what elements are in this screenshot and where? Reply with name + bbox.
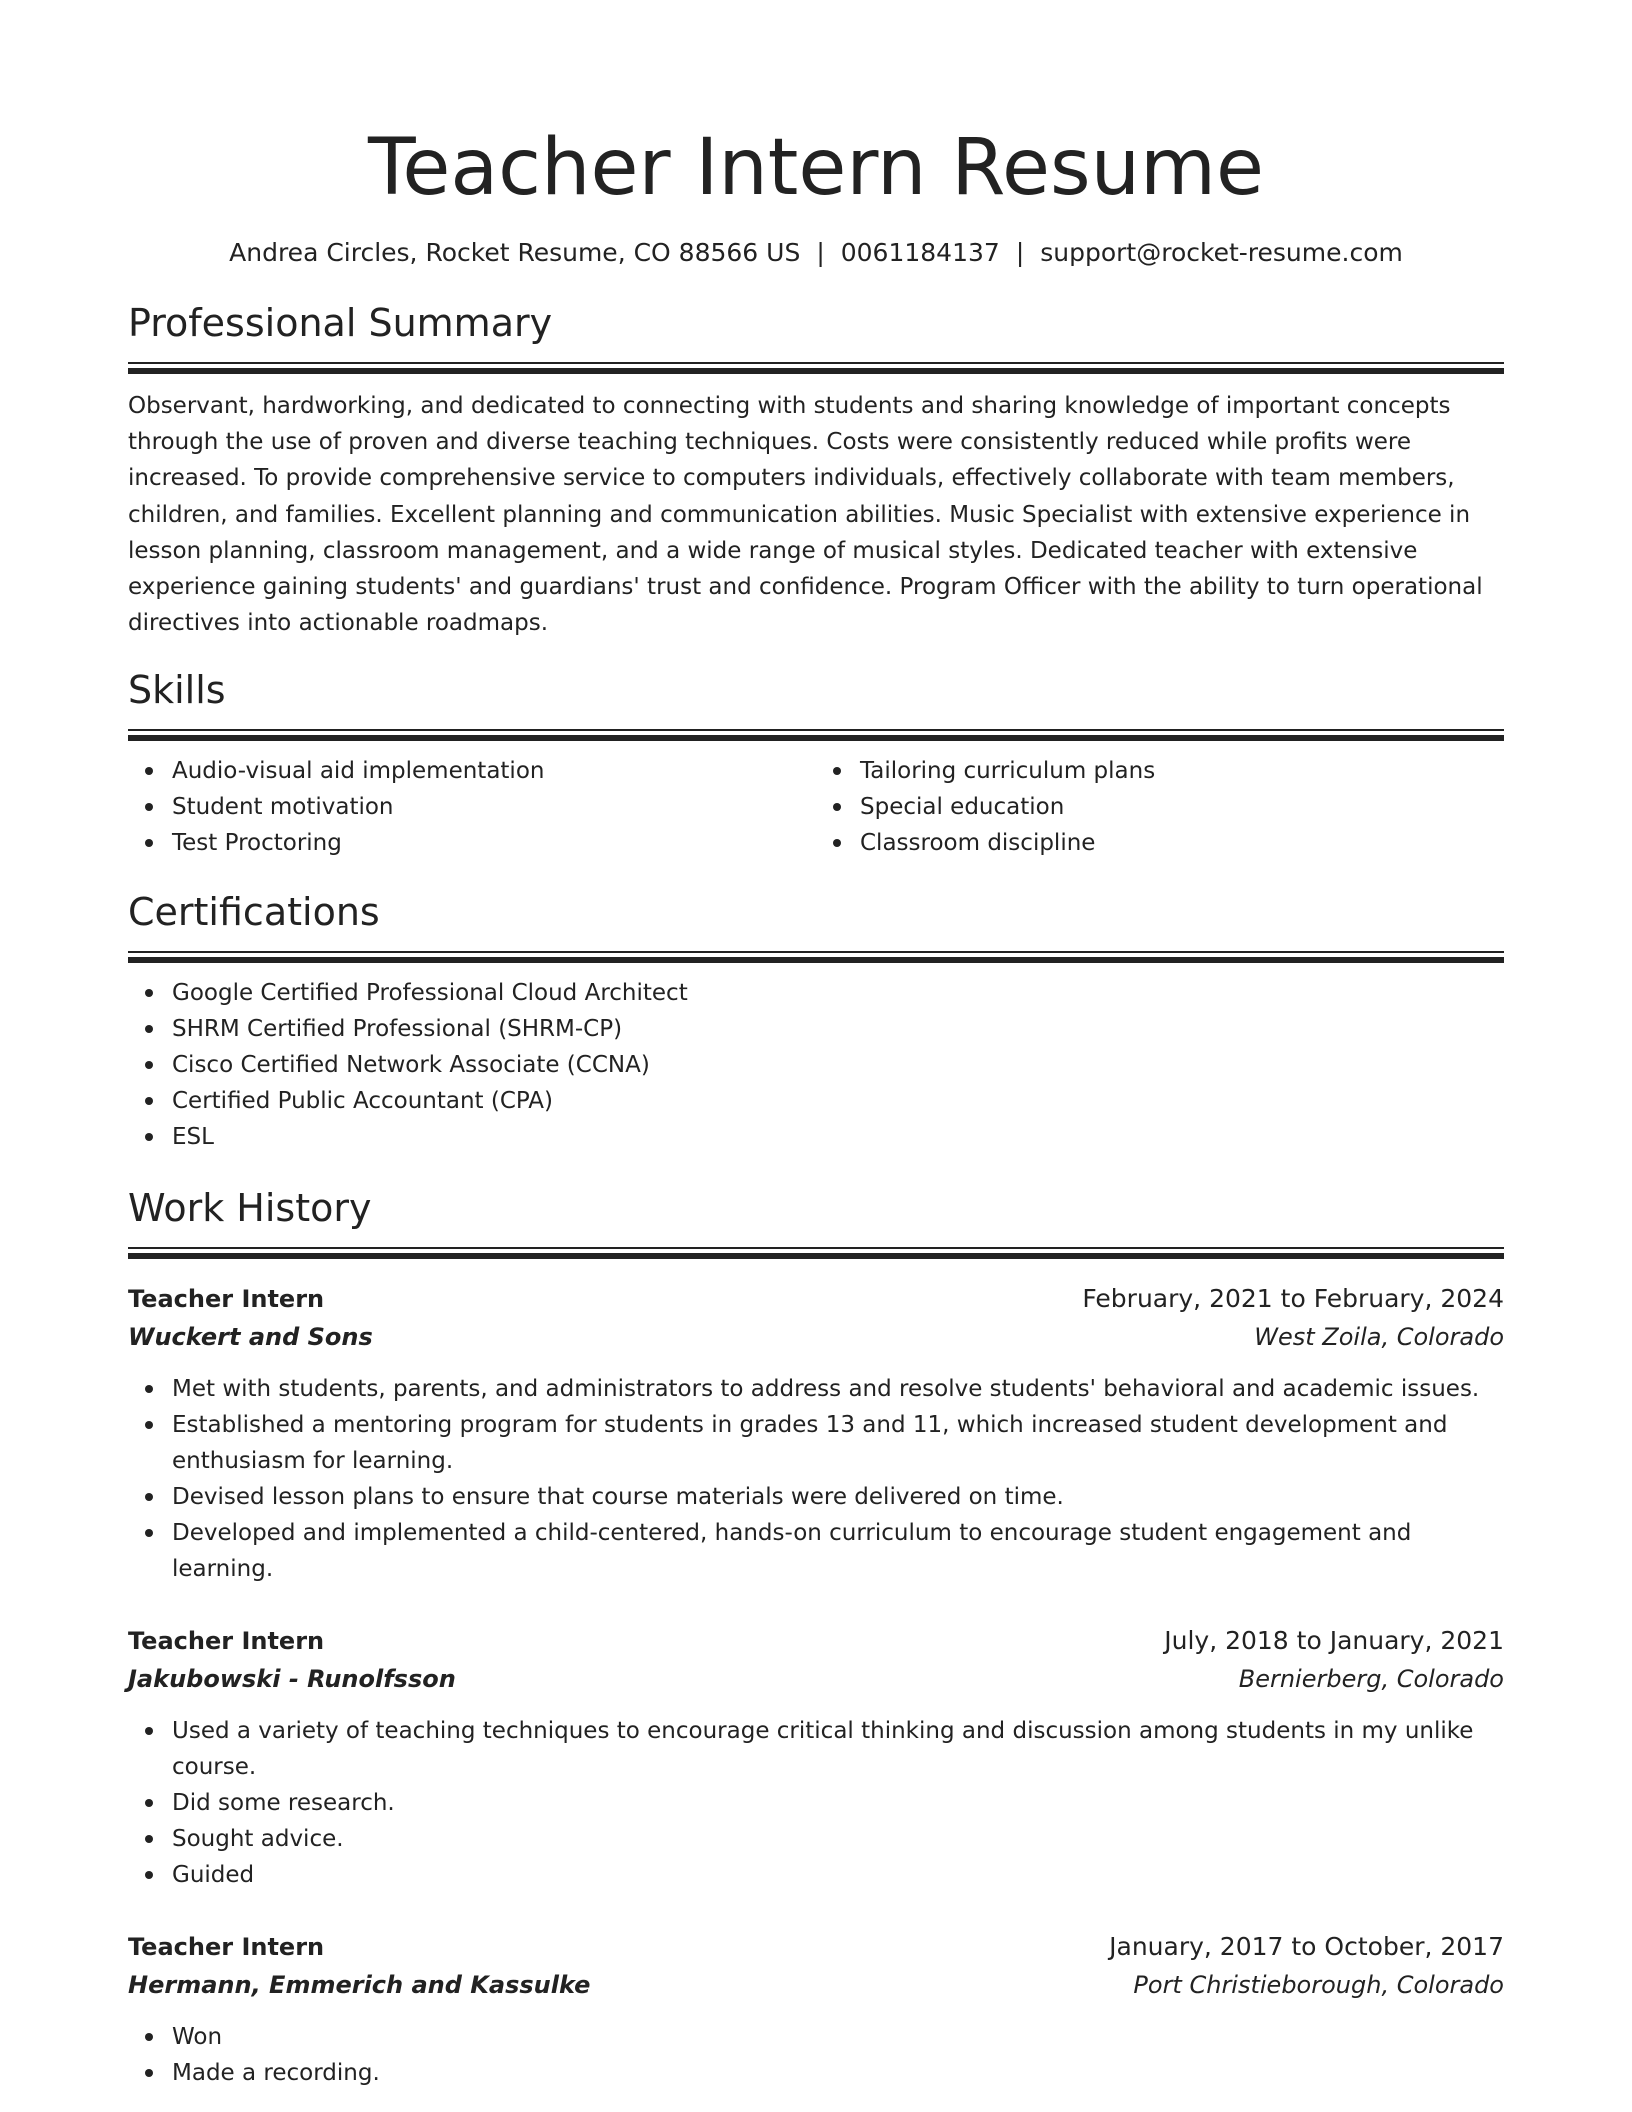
certification-item: SHRM Certified Professional (SHRM-CP) [172, 1011, 1504, 1047]
job-employer-row [128, 1965, 1504, 2005]
job-bullets [128, 2019, 1504, 2091]
skill-item: Special education [860, 789, 1504, 825]
summary-text: Observant, hardworking, and dedicated to connecting with students and sharing knowledge of important concepts through the use of proven and diverse teaching techniques. Costs were consistently reduced while profits were increased. To provide comprehensive service to computers individuals, effectively collaborate with team members, children, and families. Excellent planning and communication abilities. Music Specialist with extensive experience in lesson planning, classroom management, and a wide range of musical styles. Dedicated teacher with extensive experience gaining students' and guardians' trust and confidence. Program Officer with the ability to turn operational directives into actionable roadmaps. [128, 393, 1483, 637]
job-location: West Zoila, Colorado [1254, 1323, 1504, 1352]
job-bullet: Devised lesson plans to ensure that course materials were delivered on time. [172, 1479, 1504, 1515]
job-header-row [128, 1929, 1504, 1965]
section-heading-summary: Professional Summary [128, 301, 553, 345]
summary-section [128, 300, 1504, 641]
job-company: Jakubowski - Runolfsson [128, 1665, 456, 1694]
certifications-list [128, 975, 1504, 1155]
work-history-section [128, 1185, 1504, 2091]
job-title: Teacher Intern [128, 1285, 325, 1314]
job-company: Hermann, Emmerich and Kassulke [128, 1971, 591, 2000]
job-dates: February, 2021 to February, 2024 [1082, 1284, 1504, 1314]
job-bullet: Met with students, parents, and administrators to address and resolve students' behavioral and academic issues. [172, 1371, 1504, 1407]
job-bullet: Did some research. [172, 1785, 1504, 1821]
certification-item: Certified Public Accountant (CPA) [172, 1083, 1504, 1119]
section-divider [128, 1247, 1504, 1259]
job-bullet: Made a recording. [172, 2055, 1504, 2091]
job-header-row [128, 1281, 1504, 1317]
contact-line [128, 236, 1504, 270]
job-title: Teacher Intern [128, 1933, 325, 1962]
section-heading-certifications: Certifications [128, 890, 380, 935]
skill-item: Test Proctoring [172, 825, 816, 861]
job-bullets [128, 1371, 1504, 1587]
contact-email: support@rocket-resume.com [1040, 238, 1403, 267]
job-bullets [128, 1713, 1504, 1893]
skill-item: Student motivation [172, 789, 816, 825]
skills-list-left [128, 753, 816, 861]
certification-item: ESL [172, 1119, 1504, 1155]
contact-separator: | [1015, 238, 1025, 267]
job-entry [128, 1281, 1504, 1587]
skill-item: Classroom discipline [860, 825, 1504, 861]
skills-section [128, 667, 1504, 861]
certification-item: Google Certified Professional Cloud Architect [172, 975, 1504, 1011]
contact-separator: | [816, 238, 825, 267]
skill-item: Tailoring curriculum plans [860, 753, 1504, 789]
section-divider [128, 362, 1504, 374]
job-employer-row [128, 1317, 1504, 1357]
skills-list-right [816, 753, 1504, 861]
job-dates: July, 2018 to January, 2021 [1164, 1626, 1504, 1656]
job-bullet: Developed and implemented a child-centered, hands-on curriculum to encourage student engagement and learning. [172, 1515, 1504, 1587]
job-location: Bernierberg, Colorado [1238, 1665, 1504, 1694]
job-bullet: Sought advice. [172, 1821, 1504, 1857]
section-divider [128, 729, 1504, 741]
contact-address: Andrea Circles, Rocket Resume, CO 88566 US [229, 238, 801, 267]
job-company: Wuckert and Sons [128, 1323, 373, 1352]
job-entry [128, 1929, 1504, 2091]
job-bullet: Won [172, 2019, 1504, 2055]
job-bullet: Used a variety of teaching techniques to encourage critical thinking and discussion among students in my unlike course. [172, 1713, 1504, 1785]
section-heading-work-history: Work History [128, 1186, 372, 1231]
job-dates: January, 2017 to October, 2017 [1109, 1932, 1504, 1962]
skills-grid [128, 753, 1504, 861]
certifications-section [128, 889, 1504, 1155]
job-location: Port Christieborough, Colorado [1133, 1971, 1504, 2000]
section-heading-skills: Skills [128, 668, 226, 713]
job-entry [128, 1623, 1504, 1893]
contact-phone: 0061184137 [840, 238, 1000, 267]
skill-item: Audio-visual aid implementation [172, 753, 816, 789]
job-bullet: Guided [172, 1857, 1504, 1893]
job-bullet: Established a mentoring program for students in grades 13 and 11, which increased student development and enthusiasm for learning. [172, 1407, 1504, 1479]
job-header-row [128, 1623, 1504, 1659]
resume-page [128, 0, 1504, 2091]
section-divider [128, 951, 1504, 963]
resume-title: Teacher Intern Resume [367, 123, 1264, 213]
certification-item: Cisco Certified Network Associate (CCNA) [172, 1047, 1504, 1083]
job-title: Teacher Intern [128, 1627, 325, 1656]
job-employer-row [128, 1659, 1504, 1699]
